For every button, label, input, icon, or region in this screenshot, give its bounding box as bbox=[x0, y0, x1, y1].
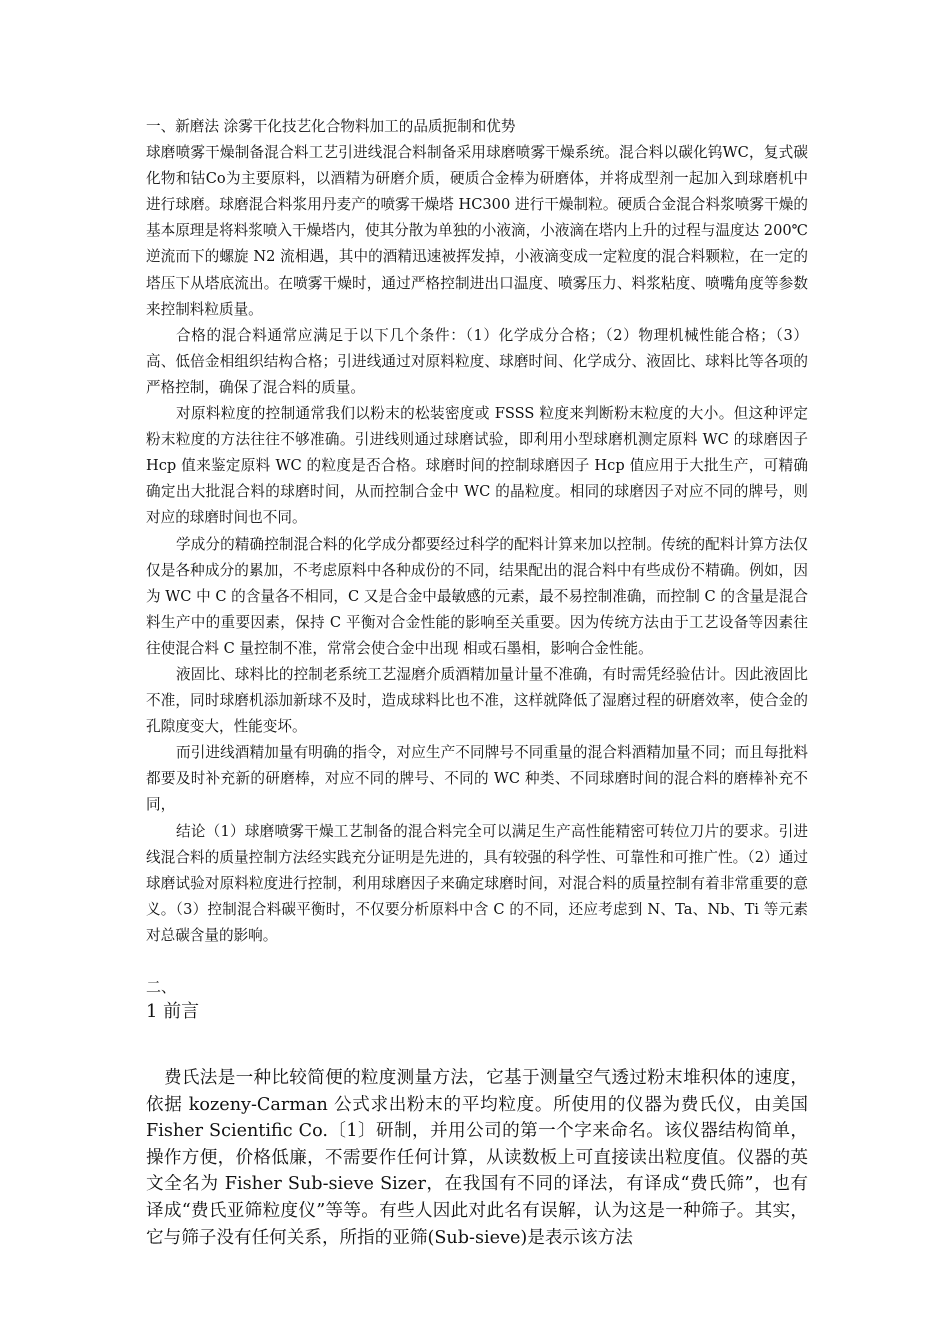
section1-paragraph-2: 合格的混合料通常应满足于以下几个条件：（1）化学成分合格；（2）物理机械性能合格；（3）高、低倍金相组织结构合格；引进线通过对原料粒度、球磨时间、化学成分、液固比、球料比等各项的严格控制，确保了混合料的质量。 bbox=[146, 326, 808, 396]
section2-paragraph: 费氏法是一种比较简便的粒度测量方法，它基于测量空气透过粉末堆积体的速度，依据 kozeny-Carman 公式求出粉末的平均粒度。所使用的仪器为费氏仪，由美国 Fisher Scientific Co.〔1〕研制，并用公司的第一个字来命名。该仪器结构简单，操作方便，价格低廉，不需要作任何计算，从读数板上可直接读出粒度值。仪器的英文全名为 Fisher Sub-sieve Sizer，在我国有不同的译法，有译成“费氏筛”，也有译成“费氏亚筛粒度仪”等等。有些人因此对此名有误解，认为这是一种筛子。其实，它与筛子没有任何关系，所指的亚筛(Sub-sieve)是表示该方法 bbox=[146, 1068, 808, 1248]
document-page bbox=[146, 114, 808, 1251]
section1-paragraph-5: 液固比、球料比的控制老系统工艺湿磨介质酒精加量计量不准确，有时需凭经验估计。因此液固比不准，同时球磨机添加新球不及时，造成球料比也不准，这样就降低了湿磨过程的研磨效率，使合金的孔隙度变大，性能变坏。 bbox=[146, 665, 808, 736]
heading-spacer bbox=[146, 1025, 808, 1065]
section1-paragraph-4: 学成分的精确控制混合料的化学成分都要经过科学的配料计算来加以控制。传统的配料计算方法仅仅是各种成分的累加，不考虑原料中各种成份的不同，结果配出的混合料中有些成份不精确。例如，因为 WC 中 C 的含量各不相同，C 又是合金中最敏感的元素，最不易控制准确，而控制 C 的含量是混合料生产中的重要因素，保持 C 平衡对合金性能的影响至关重要。因为传统方法由于工艺设备等因素往往使混合料 C 量控制不准，常常会使合金中出现 相或石墨相，影响合金性能。 bbox=[146, 535, 808, 657]
section2-heading: 1 前言 bbox=[146, 1001, 200, 1022]
section1-paragraph-1: 球磨喷雾干燥制备混合料工艺引进线混合料制备采用球磨喷雾干燥系统。混合料以碳化钨WC，复式碳化物和钴Co为主要原料，以酒精为研磨介质，硬质合金棒为研磨体，并将成型剂一起加入到球磨机中进行球磨。球磨混合料浆用丹麦产的喷雾干燥塔 HC300 进行干燥制粒。硬质合金混合料浆喷雾干燥的基本原理是将料浆喷入干燥塔内，使其分散为单独的小液滴，小液滴在塔内上升的过程与温度达 200℃逆流而下的螺旋 N2 流相遇，其中的酒精迅速被挥发掉，小液滴变成一定粒度的混合料颗粒，在一定的塔压下从塔底流出。在喷雾干燥时，通过严格控制进出口温度、喷雾压力、料浆粘度、喷嘴角度等参数来控制料粒质量。 bbox=[146, 144, 808, 318]
section2-label: 二、 bbox=[146, 978, 177, 996]
section1-paragraph-7: 结论（1）球磨喷雾干燥工艺制备的混合料完全可以满足生产高性能精密可转位刀片的要求。引进线混合料的质量控制方法经实践充分证明是先进的，具有较强的科学性、可靠性和可推广性。（2）通过球磨试验对原料粒度进行控制，利用球磨因子来确定球磨时间，对混合料的质量控制有着非常重要的意义。（3）控制混合料碳平衡时，不仅要分析原料中含 C 的不同，还应考虑到 N、Ta、Nb、Ti 等元素对总碳含量的影响。 bbox=[146, 822, 808, 944]
section1-paragraph-6: 而引进线酒精加量有明确的指令，对应生产不同牌号不同重量的混合料酒精加量不同；而且每批料都要及时补充新的研磨棒，对应不同的牌号、不同的 WC 种类、不同球磨时间的混合料的磨棒补充不同， bbox=[146, 744, 808, 814]
section1-paragraph-3: 对原料粒度的控制通常我们以粉末的松装密度或 FSSS 粒度来判断粉末粒度的大小。但这种评定粉末粒度的方法往往不够准确。引进线则通过球磨试验，即利用小型球磨机测定原料 WC 的球磨因子 Hcp 值来鉴定原料 WC 的粒度是否合格。球磨时间的控制球磨因子 Hcp 值应用于大批生产，可精确确定出大批混合料的球磨时间，从而控制合金中 WC 的晶粒度。相同的球磨因子对应不同的牌号，则对应的球磨时间也不同。 bbox=[146, 405, 808, 527]
section1-title: 一、新磨法 涂雾干化技艺化合物料加工的品质扼制和优势 bbox=[146, 118, 516, 135]
section-spacer bbox=[146, 949, 808, 975]
